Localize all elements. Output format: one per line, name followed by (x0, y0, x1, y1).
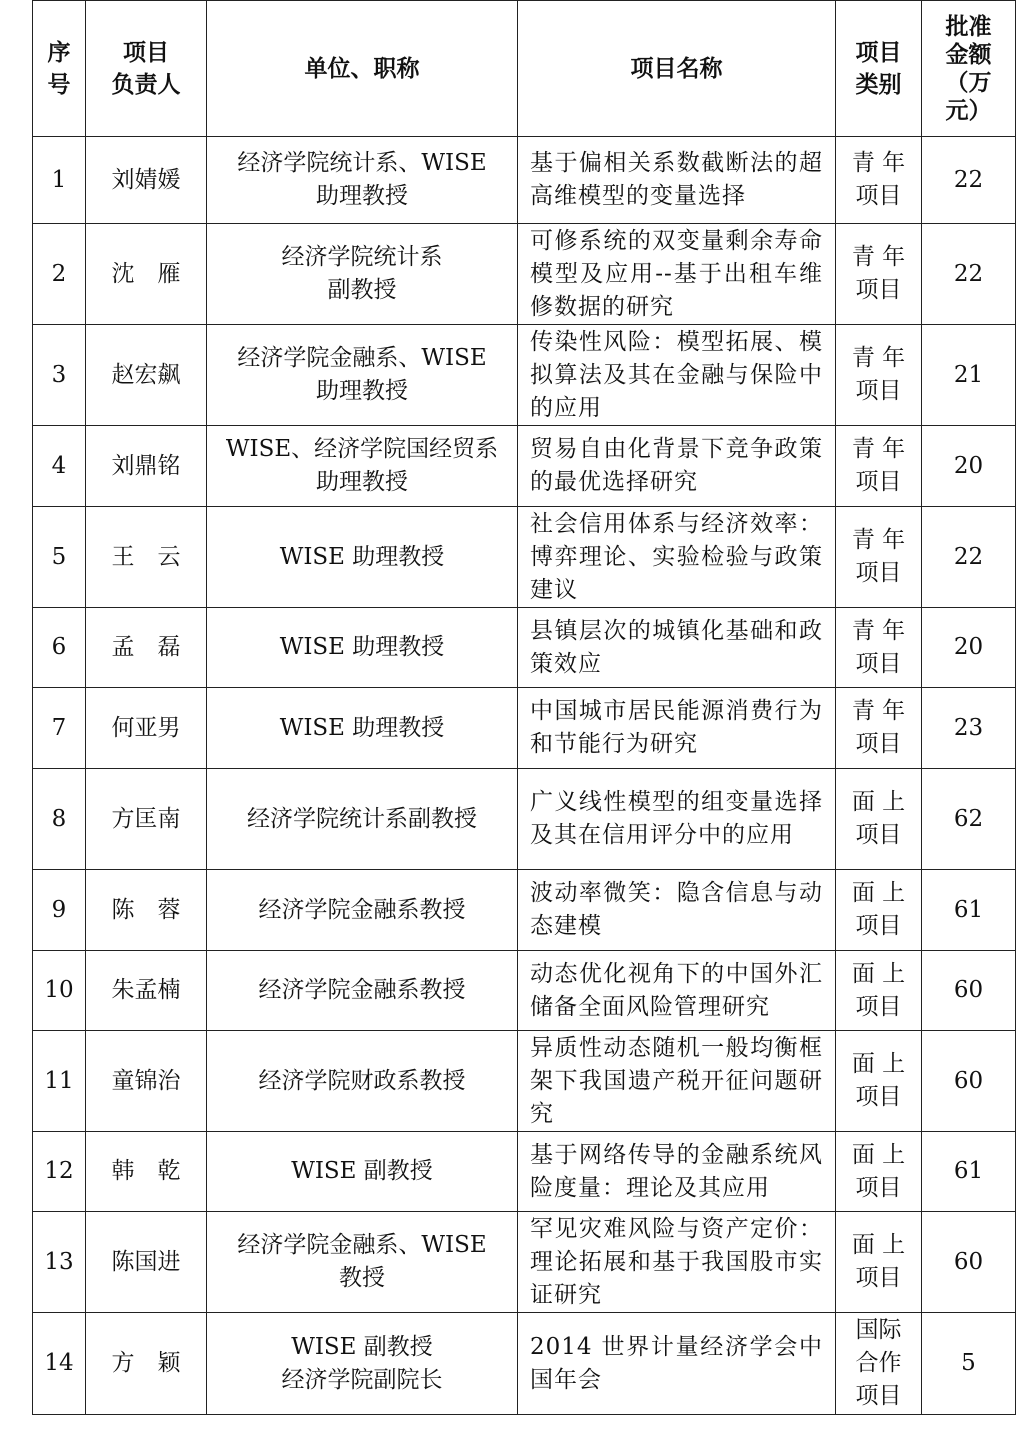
project-name: 可修系统的双变量剩余寿命模型及应用--基于出租车维修数据的研究 (518, 224, 836, 325)
unit-title: WISE 副教授 经济学院副院长 (207, 1313, 518, 1415)
row-number: 8 (33, 769, 86, 870)
project-name: 传染性风险：模型拓展、模拟算法及其在金融与保险中的应用 (518, 325, 836, 426)
approved-amount: 20 (922, 426, 1016, 507)
header-type: 项目 类别 (836, 1, 922, 137)
header-row (33, 1, 1016, 137)
project-type: 面 上 项目 (836, 769, 922, 870)
row-number: 1 (33, 137, 86, 224)
project-name: 动态优化视角下的中国外汇储备全面风险管理研究 (518, 951, 836, 1031)
project-leader: 陈 蓉 (86, 870, 207, 951)
table-row (33, 870, 1016, 951)
approved-amount: 60 (922, 951, 1016, 1031)
project-leader: 朱孟楠 (86, 951, 207, 1031)
table-row (33, 325, 1016, 426)
project-leader: 沈 雁 (86, 224, 207, 325)
unit-title: WISE 助理教授 (207, 608, 518, 688)
project-leader: 王 云 (86, 507, 207, 608)
unit-title: 经济学院财政系教授 (207, 1031, 518, 1132)
table-row (33, 951, 1016, 1031)
project-name: 罕见灾难风险与资产定价：理论拓展和基于我国股市实证研究 (518, 1212, 836, 1313)
row-number: 14 (33, 1313, 86, 1415)
project-type: 青 年 项目 (836, 137, 922, 224)
unit-title: WISE 助理教授 (207, 688, 518, 769)
header-leader: 项目 负责人 (86, 1, 207, 137)
approved-amount: 20 (922, 608, 1016, 688)
approved-amount: 22 (922, 137, 1016, 224)
project-leader: 孟 磊 (86, 608, 207, 688)
approved-amount: 61 (922, 870, 1016, 951)
row-number: 11 (33, 1031, 86, 1132)
table-row (33, 1313, 1016, 1415)
row-number: 10 (33, 951, 86, 1031)
project-leader: 刘鼎铭 (86, 426, 207, 507)
unit-title: 经济学院金融系教授 (207, 870, 518, 951)
project-name: 基于偏相关系数截断法的超高维模型的变量选择 (518, 137, 836, 224)
row-number: 13 (33, 1212, 86, 1313)
header-no: 序 号 (33, 1, 86, 137)
project-name: 基于网络传导的金融系统风险度量：理论及其应用 (518, 1132, 836, 1212)
project-leader: 何亚男 (86, 688, 207, 769)
project-leader: 陈国进 (86, 1212, 207, 1313)
project-name: 异质性动态随机一般均衡框架下我国遗产税开征问题研究 (518, 1031, 836, 1132)
project-leader: 童锦治 (86, 1031, 207, 1132)
project-leader: 韩 乾 (86, 1132, 207, 1212)
project-table (32, 0, 1016, 1415)
project-type: 青 年 项目 (836, 608, 922, 688)
project-name: 2014 世界计量经济学会中国年会 (518, 1313, 836, 1415)
project-type: 面 上 项目 (836, 870, 922, 951)
project-type: 青 年 项目 (836, 688, 922, 769)
row-number: 5 (33, 507, 86, 608)
project-type: 青 年 项目 (836, 325, 922, 426)
project-leader: 刘婧媛 (86, 137, 207, 224)
header-unit: 单位、职称 (207, 1, 518, 137)
unit-title: 经济学院金融系、WISE 助理教授 (207, 325, 518, 426)
table-row (33, 224, 1016, 325)
project-type: 面 上 项目 (836, 1212, 922, 1313)
project-leader: 方 颖 (86, 1313, 207, 1415)
unit-title: 经济学院金融系教授 (207, 951, 518, 1031)
row-number: 4 (33, 426, 86, 507)
project-type: 面 上 项目 (836, 1132, 922, 1212)
project-leader: 方匡南 (86, 769, 207, 870)
project-type: 面 上 项目 (836, 951, 922, 1031)
approved-amount: 22 (922, 507, 1016, 608)
table-row (33, 1212, 1016, 1313)
project-type: 面 上 项目 (836, 1031, 922, 1132)
approved-amount: 5 (922, 1313, 1016, 1415)
approved-amount: 22 (922, 224, 1016, 325)
project-type: 青 年 项目 (836, 507, 922, 608)
table-row (33, 1031, 1016, 1132)
table-row (33, 1132, 1016, 1212)
unit-title: WISE 助理教授 (207, 507, 518, 608)
table-row (33, 426, 1016, 507)
row-number: 2 (33, 224, 86, 325)
header-name: 项目名称 (518, 1, 836, 137)
approved-amount: 60 (922, 1212, 1016, 1313)
approved-amount: 23 (922, 688, 1016, 769)
table-row (33, 769, 1016, 870)
project-name: 中国城市居民能源消费行为和节能行为研究 (518, 688, 836, 769)
unit-title: 经济学院统计系 副教授 (207, 224, 518, 325)
header-amount: 批准 金额 （万 元） (922, 1, 1016, 137)
unit-title: 经济学院金融系、WISE 教授 (207, 1212, 518, 1313)
unit-title: WISE 副教授 (207, 1132, 518, 1212)
project-type: 青 年 项目 (836, 224, 922, 325)
unit-title: 经济学院统计系副教授 (207, 769, 518, 870)
table-row (33, 137, 1016, 224)
table-row (33, 688, 1016, 769)
table-row (33, 507, 1016, 608)
row-number: 3 (33, 325, 86, 426)
project-name: 贸易自由化背景下竞争政策的最优选择研究 (518, 426, 836, 507)
approved-amount: 62 (922, 769, 1016, 870)
approved-amount: 61 (922, 1132, 1016, 1212)
unit-title: 经济学院统计系、WISE 助理教授 (207, 137, 518, 224)
table-row (33, 608, 1016, 688)
approved-amount: 60 (922, 1031, 1016, 1132)
row-number: 6 (33, 608, 86, 688)
unit-title: WISE、经济学院国经贸系 助理教授 (207, 426, 518, 507)
project-leader: 赵宏飙 (86, 325, 207, 426)
project-name: 波动率微笑：隐含信息与动态建模 (518, 870, 836, 951)
project-type: 国际 合作 项目 (836, 1313, 922, 1415)
project-type: 青 年 项目 (836, 426, 922, 507)
project-name: 社会信用体系与经济效率：博弈理论、实验检验与政策建议 (518, 507, 836, 608)
project-name: 县镇层次的城镇化基础和政策效应 (518, 608, 836, 688)
row-number: 7 (33, 688, 86, 769)
row-number: 12 (33, 1132, 86, 1212)
project-name: 广义线性模型的组变量选择及其在信用评分中的应用 (518, 769, 836, 870)
row-number: 9 (33, 870, 86, 951)
approved-amount: 21 (922, 325, 1016, 426)
